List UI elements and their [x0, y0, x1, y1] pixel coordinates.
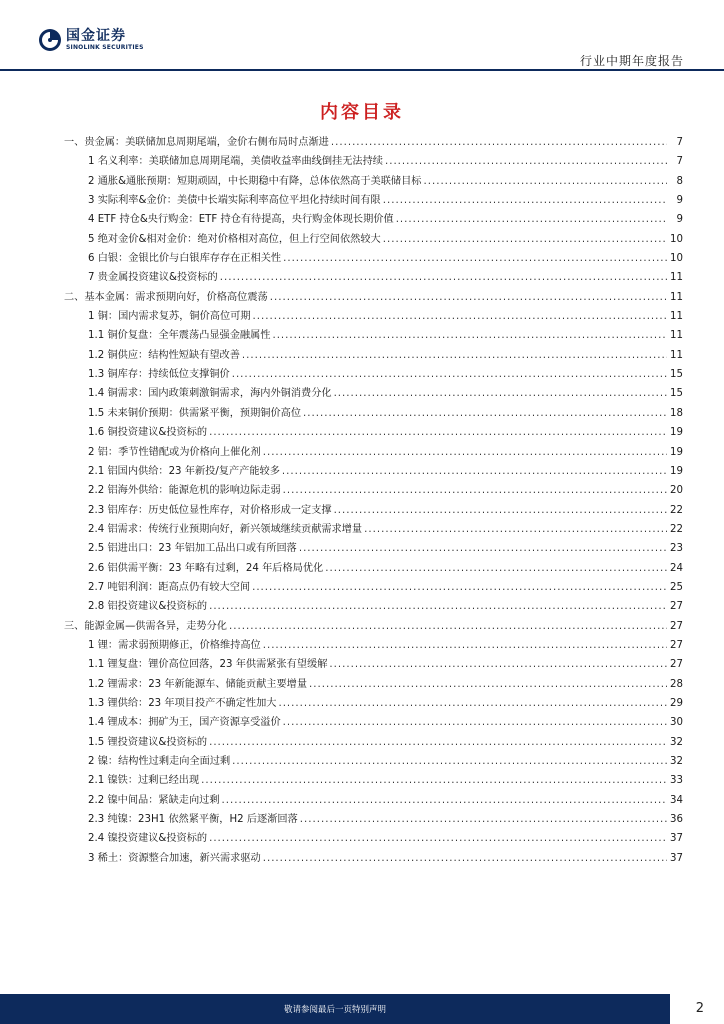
toc-entry-title: 4 ETF 持仓&央行购金：ETF 持仓有待提高，央行购金体现长期价值	[88, 214, 394, 226]
toc-entry-page: 15	[670, 388, 683, 400]
table-of-contents	[64, 133, 683, 868]
toc-dot-leader	[209, 427, 667, 438]
toc-entry-page: 33	[670, 775, 683, 787]
toc-entry-page: 23	[670, 543, 683, 555]
company-logo	[38, 28, 144, 52]
toc-entry-title: 1.6 铜投资建议&投资标的	[88, 427, 208, 439]
toc-dot-leader	[334, 388, 667, 399]
page-number: 2	[695, 1001, 704, 1016]
toc-entry-page: 37	[670, 852, 683, 864]
toc-dot-leader	[283, 717, 667, 728]
toc-entry[interactable]	[64, 133, 683, 152]
toc-entry-title: 3 稀土：资源整合加速，新兴需求驱动	[88, 852, 261, 864]
toc-entry[interactable]	[64, 713, 683, 732]
toc-entry-title: 1.2 铜供应：结构性短缺有望改善	[88, 349, 240, 361]
toc-dot-leader	[263, 447, 667, 458]
toc-dot-leader	[383, 195, 667, 206]
toc-entry-page: 11	[670, 330, 683, 342]
toc-entry[interactable]	[64, 307, 683, 326]
toc-entry-page: 7	[676, 137, 683, 148]
toc-entry[interactable]	[64, 636, 683, 655]
toc-entry[interactable]	[64, 539, 683, 558]
toc-entry-page: 34	[670, 794, 683, 806]
toc-entry[interactable]	[64, 849, 683, 868]
toc-entry-title: 1.1 铜价复盘：全年震荡凸显强金融属性	[88, 330, 271, 342]
toc-entry[interactable]	[64, 462, 683, 481]
toc-entry-title: 2.2 镍中间品：紧缺走向过剩	[88, 794, 220, 806]
toc-entry-page: 8	[676, 175, 683, 187]
toc-dot-leader	[229, 621, 667, 632]
toc-dot-leader	[325, 563, 667, 574]
toc-entry-title: 1.5 锂投资建议&投资标的	[88, 736, 208, 748]
toc-dot-leader	[253, 311, 667, 322]
toc-entry[interactable]	[64, 675, 683, 694]
toc-entry-title: 1 铜：国内需求复苏，铜价高位可期	[88, 311, 251, 323]
toc-entry-title: 5 绝对金价&相对金价：绝对价格相对高位，但上行空间依然较大	[88, 233, 381, 245]
toc-entry-title: 2.5 铝进出口：23 年铝加工品出口或有所回落	[88, 543, 297, 555]
toc-dot-leader	[209, 601, 667, 612]
toc-entry[interactable]	[64, 578, 683, 597]
toc-entry-page: 11	[670, 311, 683, 323]
toc-entry-title: 三、能源金属—供需各异，走势分化	[64, 620, 227, 632]
toc-entry-title: 2.4 镍投资建议&投资标的	[88, 833, 208, 845]
toc-dot-leader	[278, 698, 667, 709]
toc-dot-leader	[300, 814, 667, 825]
toc-entry-title: 2.7 吨铝利润：距高点仍有较大空间	[88, 581, 251, 593]
toc-entry-title: 6 白银：金银比价与白银库存存在正相关性	[88, 253, 282, 265]
toc-entry-title: 2 镍：结构性过剩走向全面过剩	[88, 756, 231, 767]
toc-entry-title: 1 锂：需求弱预期修正，价格维持高位	[88, 639, 261, 651]
toc-entry[interactable]	[64, 230, 683, 249]
footer-disclaimer: 敬请参阅最后一页特别声明	[283, 1005, 386, 1015]
toc-entry[interactable]	[64, 559, 683, 578]
toc-entry-page: 36	[670, 814, 683, 826]
toc-entry[interactable]	[64, 829, 683, 848]
toc-entry[interactable]	[64, 288, 683, 307]
toc-dot-leader	[334, 505, 667, 516]
toc-dot-leader	[252, 582, 667, 593]
toc-dot-leader	[283, 253, 667, 264]
toc-dot-leader	[232, 756, 667, 767]
toc-entry-title: 2.2 铝海外供给：能源危机的影响边际走弱	[88, 485, 281, 497]
toc-entry-title: 7 贵金属投资建议&投资标的	[88, 272, 218, 284]
toc-entry-page: 22	[670, 504, 683, 516]
toc-dot-leader	[303, 408, 667, 419]
toc-entry-title: 1.4 锂成本：拥矿为王，国产资源享受溢价	[88, 717, 281, 729]
toc-entry-title: 一、贵金属：美联储加息周期尾端，金价右侧布局时点渐进	[64, 137, 329, 148]
toc-dot-leader	[220, 272, 667, 283]
toc-entry-title: 1.1 锂复盘：锂价高位回落，23 年供需紧张有望缓解	[88, 659, 328, 671]
toc-entry[interactable]	[64, 172, 683, 191]
toc-entry-title: 2.3 纯镍：23H1 依然紧平衡，H2 后逐渐回落	[88, 814, 298, 826]
toc-entry-page: 9	[676, 195, 683, 207]
toc-entry-page: 18	[670, 407, 683, 419]
toc-dot-leader	[364, 524, 667, 535]
toc-entry-title: 2.1 镍铁：过剩已经出现	[88, 775, 200, 787]
toc-entry[interactable]	[64, 694, 683, 713]
toc-entry[interactable]	[64, 501, 683, 520]
toc-entry-title: 1 名义利率：美联储加息周期尾端，美债收益率曲线倒挂无法持续	[88, 156, 383, 168]
toc-entry-page: 27	[670, 601, 683, 613]
toc-entry[interactable]	[64, 365, 683, 384]
toc-dot-leader	[270, 292, 667, 303]
toc-dot-leader	[423, 176, 667, 187]
toc-entry[interactable]	[64, 481, 683, 500]
toc-dot-leader	[383, 234, 667, 245]
toc-entry[interactable]	[64, 771, 683, 790]
toc-entry[interactable]	[64, 791, 683, 810]
toc-entry-page: 28	[670, 678, 683, 690]
toc-entry-title: 1.4 铜需求：国内政策刺激铜需求，海内外铜消费分化	[88, 388, 332, 400]
toc-entry-page: 11	[670, 272, 683, 284]
toc-dot-leader	[396, 214, 667, 225]
toc-entry[interactable]	[64, 210, 683, 229]
toc-entry-page: 32	[670, 756, 683, 767]
toc-entry-page: 11	[670, 349, 683, 361]
toc-dot-leader	[329, 659, 667, 670]
logo-chinese-name: 国金证券	[66, 28, 126, 44]
toc-entry[interactable]	[64, 152, 683, 171]
toc-dot-leader	[242, 350, 667, 361]
header-divider	[0, 69, 724, 71]
toc-entry[interactable]	[64, 733, 683, 752]
toc-dot-leader	[232, 369, 667, 380]
toc-dot-leader	[272, 330, 667, 341]
toc-entry-page: 10	[670, 253, 683, 265]
toc-dot-leader	[299, 543, 667, 554]
toc-entry[interactable]	[64, 249, 683, 268]
toc-entry[interactable]	[64, 326, 683, 345]
toc-entry-page: 19	[670, 427, 683, 439]
logo-english-name: SINOLINK SECURITIES	[66, 44, 144, 51]
toc-entry[interactable]	[64, 423, 683, 442]
toc-entry[interactable]	[64, 752, 683, 771]
toc-entry-title: 3 实际利率&金价：美债中长端实际利率高位平坦化持续时间有限	[88, 195, 381, 207]
toc-entry-page: 19	[670, 446, 683, 458]
toc-entry-title: 二、基本金属：需求预期向好，价格高位震荡	[64, 291, 268, 303]
toc-dot-leader	[201, 775, 667, 786]
toc-entry[interactable]	[64, 810, 683, 829]
toc-dot-leader	[283, 485, 667, 496]
toc-entry[interactable]	[64, 655, 683, 674]
toc-entry-page: 11	[670, 291, 683, 303]
toc-entry-page: 7	[676, 156, 683, 168]
toc-entry[interactable]	[64, 346, 683, 365]
toc-dot-leader	[331, 137, 667, 148]
toc-entry-page: 27	[670, 639, 683, 651]
toc-entry-page: 32	[670, 736, 683, 748]
toc-entry-page: 29	[670, 697, 683, 709]
toc-entry[interactable]	[64, 597, 683, 616]
toc-entry-page: 27	[670, 620, 683, 632]
toc-entry-page: 20	[670, 485, 683, 497]
toc-dot-leader	[209, 737, 667, 748]
sinolink-logo-icon	[38, 28, 62, 52]
toc-entry-page: 37	[670, 833, 683, 845]
toc-entry-title: 2.8 铝投资建议&投资标的	[88, 601, 208, 613]
toc-dot-leader	[222, 795, 667, 806]
toc-dot-leader	[209, 833, 667, 844]
toc-entry-title: 1.5 未来铜价预期：供需紧平衡，预期铜价高位	[88, 407, 302, 419]
toc-entry[interactable]	[64, 520, 683, 539]
toc-entry-page: 15	[670, 369, 683, 381]
toc-entry-title: 2.1 铝国内供给：23 年新投/复产产能较多	[88, 465, 280, 477]
toc-entry-title: 1.3 锂供给：23 年项目投产不确定性加大	[88, 697, 277, 709]
toc-dot-leader	[385, 156, 667, 167]
toc-entry[interactable]	[64, 384, 683, 403]
toc-entry-page: 9	[676, 214, 683, 226]
toc-entry-title: 2.6 铝供需平衡：23 年略有过剩，24 年后格局优化	[88, 562, 324, 574]
toc-entry[interactable]	[64, 191, 683, 210]
toc-title: 内容目录	[320, 102, 404, 123]
toc-entry[interactable]	[64, 443, 683, 462]
toc-entry-page: 10	[670, 233, 683, 245]
toc-entry-page: 25	[670, 581, 683, 593]
toc-entry-title: 2 铝：季节性错配或为价格向上催化剂	[88, 446, 261, 458]
toc-entry-title: 2 通胀&通胀预期：短期顽固，中长期稳中有降，总体依然高于美联储目标	[88, 175, 422, 187]
toc-entry-title: 2.3 铝库存：历史低位显性库存，对价格形成一定支撑	[88, 504, 332, 516]
toc-entry-page: 30	[670, 717, 683, 729]
toc-entry[interactable]	[64, 617, 683, 636]
toc-dot-leader	[282, 466, 667, 477]
toc-entry-title: 2.4 铝需求：传统行业预期向好，新兴领域继续贡献需求增量	[88, 523, 363, 535]
toc-entry-page: 27	[670, 659, 683, 671]
toc-entry-page: 24	[670, 562, 683, 574]
toc-entry-title: 1.2 锂需求：23 年新能源车、储能贡献主要增量	[88, 678, 308, 690]
toc-dot-leader	[263, 640, 667, 651]
toc-entry-title: 1.3 铜库存：持续低位支撑铜价	[88, 369, 230, 381]
toc-dot-leader	[263, 853, 667, 864]
toc-entry[interactable]	[64, 268, 683, 287]
report-type-label: 行业中期年度报告	[579, 54, 684, 68]
toc-entry[interactable]	[64, 404, 683, 423]
toc-entry-page: 22	[670, 523, 683, 535]
toc-dot-leader	[309, 679, 667, 690]
toc-entry-page: 19	[670, 465, 683, 477]
